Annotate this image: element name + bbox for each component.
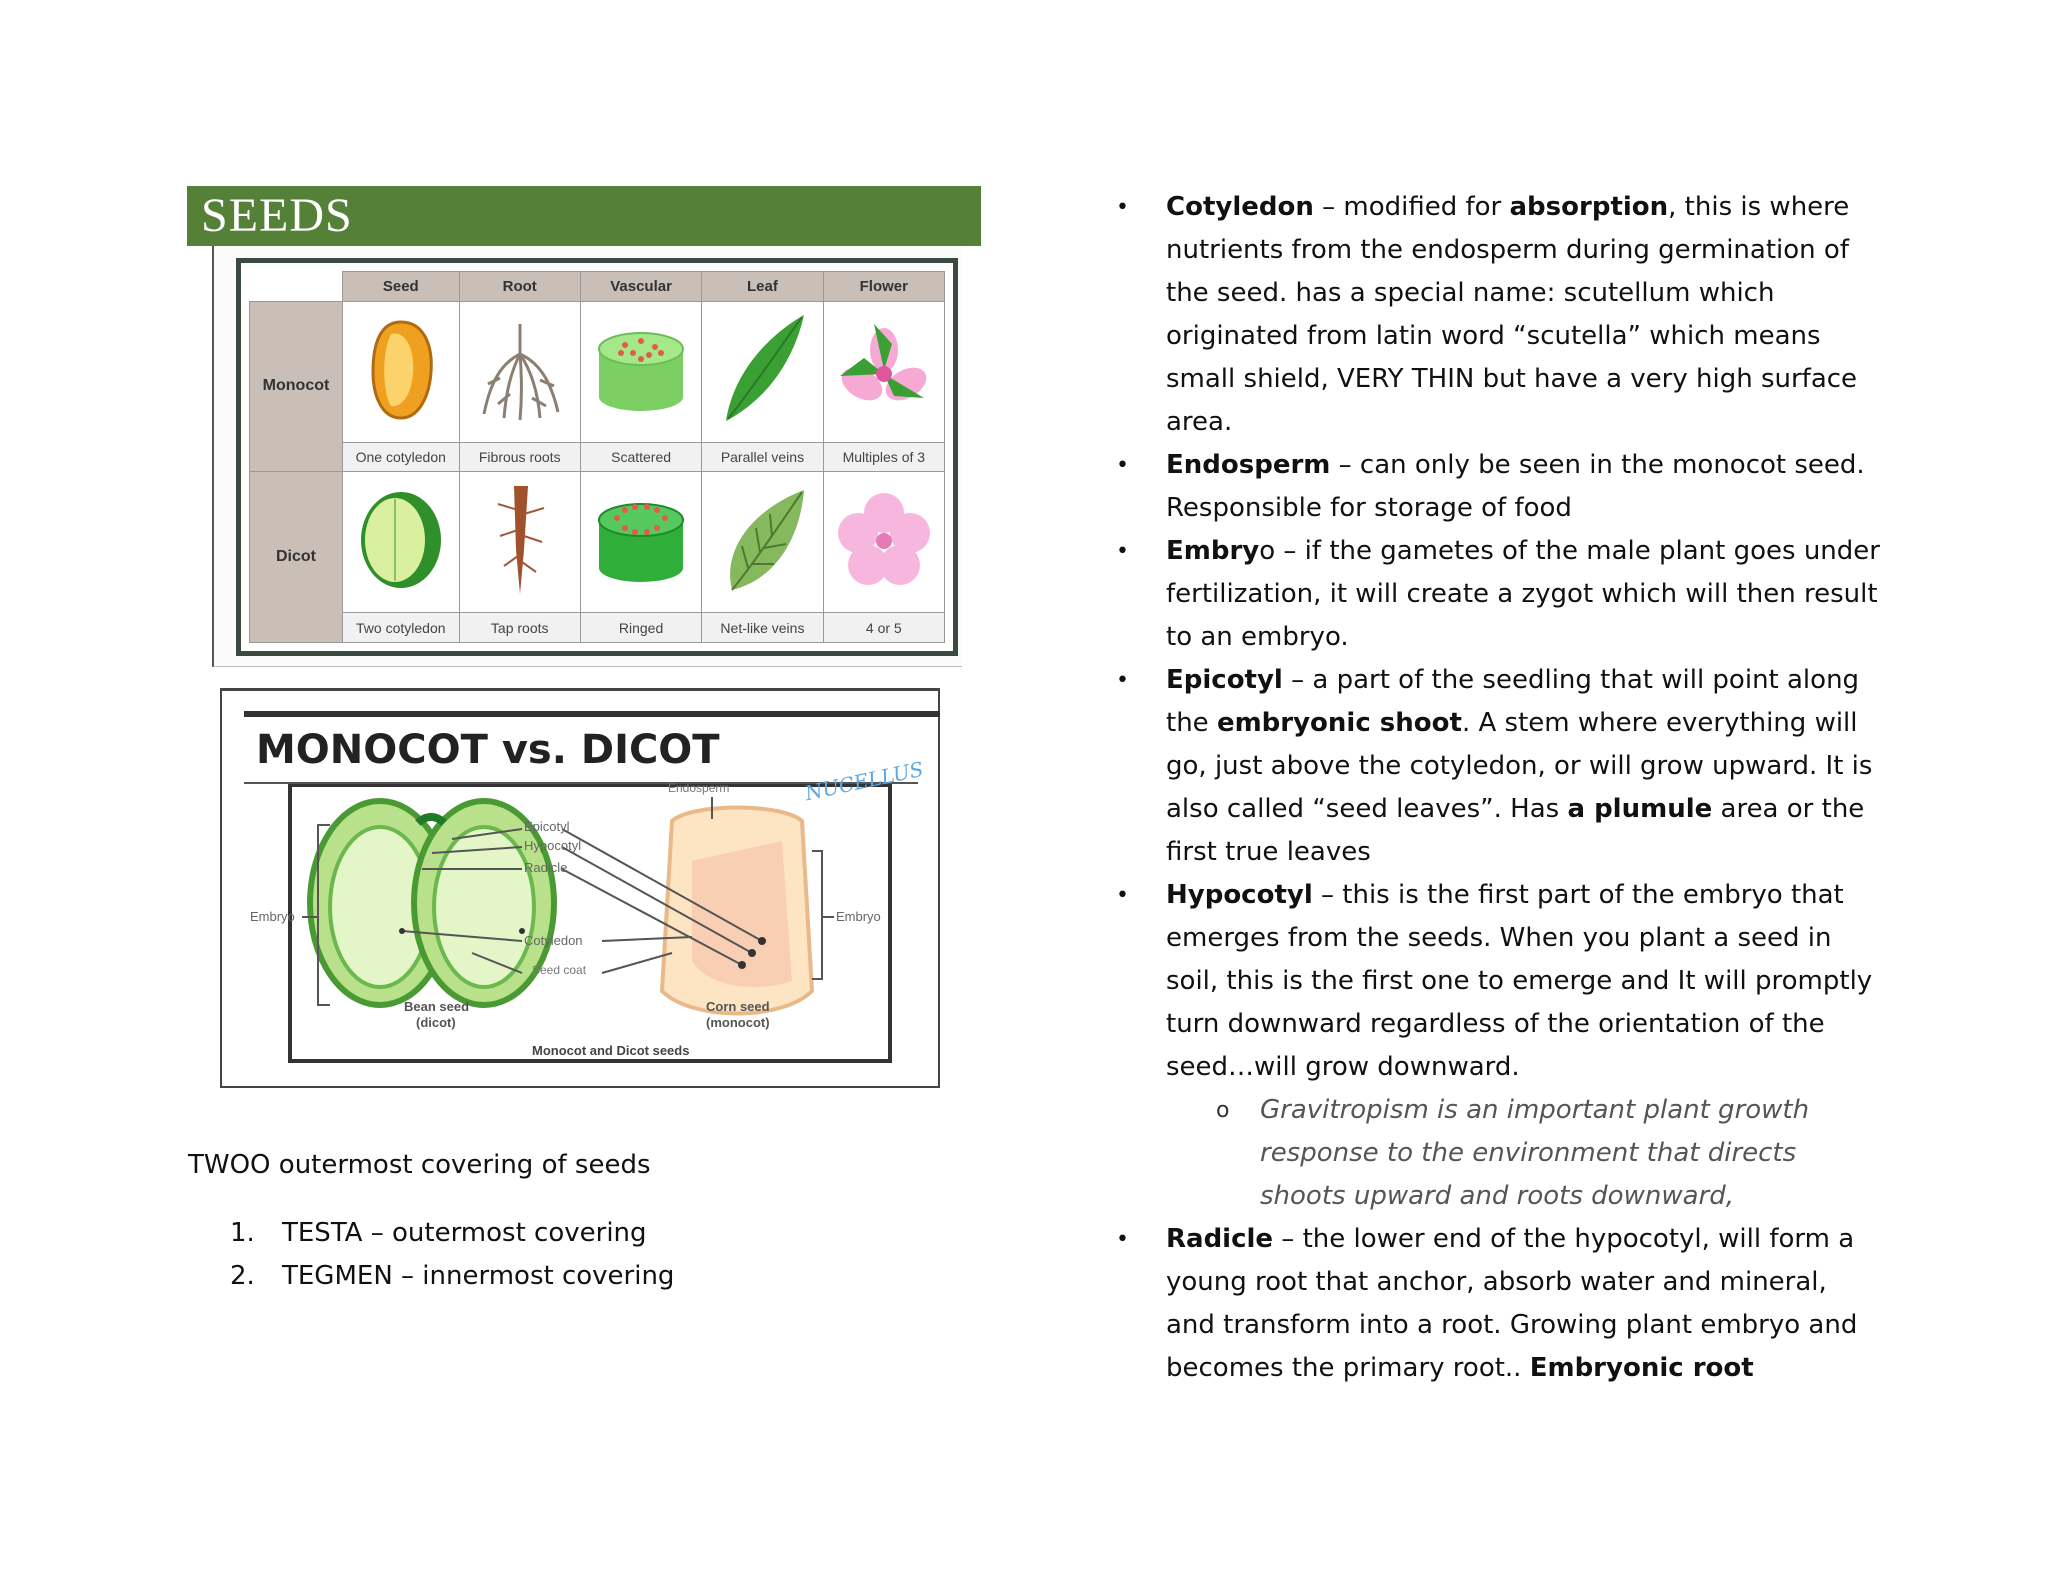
- diagram-caption: Monocot and Dicot seeds: [532, 1043, 690, 1058]
- label-seed-coat: Seed coat: [532, 963, 587, 977]
- definition-text: – this is the first part of the embryo that emerges from the seeds. When you plant a seed in soil, this is the first one to emerge and It will promptly turn downward regardless of the orientation of the seed…will grow downward.: [1166, 880, 1873, 1082]
- label-corn-sub: (monocot): [706, 1015, 770, 1030]
- list-item: [230, 1212, 674, 1255]
- bullet-icon: •: [1116, 195, 1129, 220]
- column-header: Flower: [823, 272, 944, 302]
- seed-covering-list: [230, 1212, 674, 1298]
- table-cell: Scattered: [580, 442, 701, 472]
- scattered-vascular-illustration: [580, 301, 701, 442]
- table-cell: Tap roots: [459, 613, 580, 643]
- column-header: Seed: [343, 272, 460, 302]
- table-row: [250, 472, 945, 613]
- table-cell: Ringed: [580, 613, 701, 643]
- definition-text: – a part of the seedling that will point along the: [1166, 665, 1860, 738]
- list-item-embryo: [1110, 530, 1880, 659]
- list-item-radicle: [1110, 1218, 1880, 1390]
- emphasis-text: embryonic shoot: [1216, 708, 1462, 738]
- page-title-banner: SEEDS: [187, 186, 981, 246]
- fibrous-root-illustration: [459, 301, 580, 442]
- sub-bullet-icon: o: [1216, 1098, 1230, 1123]
- definition-text: – the lower end of the hypocotyl, will form a young root that anchor, absorb water and mineral, and transform into a root. Growing plant embryo and becomes the primary root..: [1166, 1224, 1858, 1383]
- table-cell: Net-like veins: [702, 613, 823, 643]
- term: Embry: [1166, 536, 1260, 566]
- diagram-heading: MONOCOT vs. DICOT: [256, 727, 720, 773]
- bullet-icon: •: [1116, 539, 1129, 564]
- term: Hypocotyl: [1166, 880, 1313, 910]
- label-embryo-left: Embryo: [250, 909, 295, 924]
- label-bean-seed: Bean seed: [404, 999, 470, 1014]
- definition-text: – can only be seen in the monocot seed. Responsible for storage of food: [1166, 450, 1865, 523]
- sub-item-gravitropism: [1110, 1089, 1880, 1218]
- bullet-icon: •: [1116, 453, 1129, 478]
- table-cell: Fibrous roots: [459, 442, 580, 472]
- definition-text: area or the first true leaves: [1166, 794, 1865, 867]
- table-row: [250, 442, 945, 472]
- column-header: Vascular: [580, 272, 701, 302]
- list-item-endosperm: [1110, 444, 1880, 530]
- row-label-monocot: Monocot: [250, 301, 343, 472]
- tap-root-illustration: [459, 472, 580, 613]
- table-corner: [250, 272, 343, 302]
- monocot-vs-dicot-diagram: [220, 688, 940, 1088]
- definition-text: . A stem where everything will go, just above the cotyledon, or will grow upward. It is also called “seed leaves”. Has: [1166, 708, 1873, 824]
- seed-parts-list: [1110, 186, 1880, 1390]
- bullet-icon: •: [1116, 883, 1129, 908]
- corn-seed-shape: [662, 808, 812, 1014]
- list-item-hypocotyl: [1110, 874, 1880, 1089]
- dicot-seed-illustration: [343, 472, 460, 613]
- row-label-dicot: Dicot: [250, 472, 343, 643]
- bean-seed-shape: [310, 801, 554, 1005]
- list-item-text: TEGMEN – innermost covering: [282, 1261, 675, 1291]
- list-item-text: TESTA – outermost covering: [282, 1218, 647, 1248]
- table-cell: 4 or 5: [823, 613, 944, 643]
- table-cell: Two cotyledon: [343, 613, 460, 643]
- label-radicle: Radicle: [524, 860, 568, 875]
- label-hypocotyl: Hypocotyl: [524, 838, 582, 853]
- table-cell: One cotyledon: [343, 442, 460, 472]
- comparison-table: [249, 271, 945, 643]
- monocot-dicot-comparison-figure: [212, 246, 962, 667]
- monocot-flower-illustration: [823, 301, 944, 442]
- term: Cotyledon: [1166, 192, 1314, 222]
- label-embryo-right: Embryo: [836, 909, 881, 924]
- parallel-vein-leaf-illustration: [702, 301, 823, 442]
- dicot-flower-illustration: [823, 472, 944, 613]
- sub-item-text: Gravitropism is an important plant growth response to the environment that directs shoots upward and roots downward,: [1260, 1095, 1810, 1211]
- definition-text: , this is where nutrients from the endosperm during germination of the seed. has a special name: scutellum which originated from latin word “scutella” which means small shield, VERY THIN but have a very high surface area.: [1166, 192, 1858, 437]
- definition-text: o – if the gametes of the male plant goes under fertilization, it will create a zygot which will then result to an embryo.: [1166, 536, 1880, 652]
- term: Radicle: [1166, 1224, 1274, 1254]
- definition-text: – modified for: [1313, 192, 1510, 222]
- net-vein-leaf-illustration: [702, 472, 823, 613]
- bullet-icon: •: [1116, 1227, 1129, 1252]
- bullet-icon: •: [1116, 668, 1129, 693]
- label-corn-seed: Corn seed: [706, 999, 770, 1014]
- label-endosperm: Endosperm: [668, 781, 730, 795]
- table-cell: Multiples of 3: [823, 442, 944, 472]
- list-item: [230, 1255, 674, 1298]
- handwritten-annotation: NUCELLUS: [802, 756, 926, 806]
- seed-anatomy-drawing: [222, 691, 938, 1087]
- seed-covering-intro: TWOO outermost covering of seeds: [188, 1150, 651, 1180]
- table-row: [250, 613, 945, 643]
- list-item-epicotyl: [1110, 659, 1880, 874]
- term: Endosperm: [1166, 450, 1331, 480]
- comparison-frame: [236, 258, 958, 656]
- list-item-cotyledon: [1110, 186, 1880, 444]
- ringed-vascular-illustration: [580, 472, 701, 613]
- table-row: [250, 301, 945, 442]
- label-cotyledon: Cotyledon: [524, 933, 583, 948]
- column-header: Root: [459, 272, 580, 302]
- label-epicotyl: Epicotyl: [524, 819, 570, 834]
- column-header: Leaf: [702, 272, 823, 302]
- emphasis-text: a plumule: [1567, 794, 1713, 824]
- list-number: 2.: [230, 1261, 255, 1291]
- emphasis-text: absorption: [1509, 192, 1669, 222]
- table-header-row: [250, 272, 945, 302]
- label-bean-sub: (dicot): [416, 1015, 456, 1030]
- monocot-seed-illustration: [343, 301, 460, 442]
- table-cell: Parallel veins: [702, 442, 823, 472]
- term: Epicotyl: [1166, 665, 1283, 695]
- emphasis-text: Embryonic root: [1529, 1353, 1754, 1383]
- list-number: 1.: [230, 1218, 255, 1248]
